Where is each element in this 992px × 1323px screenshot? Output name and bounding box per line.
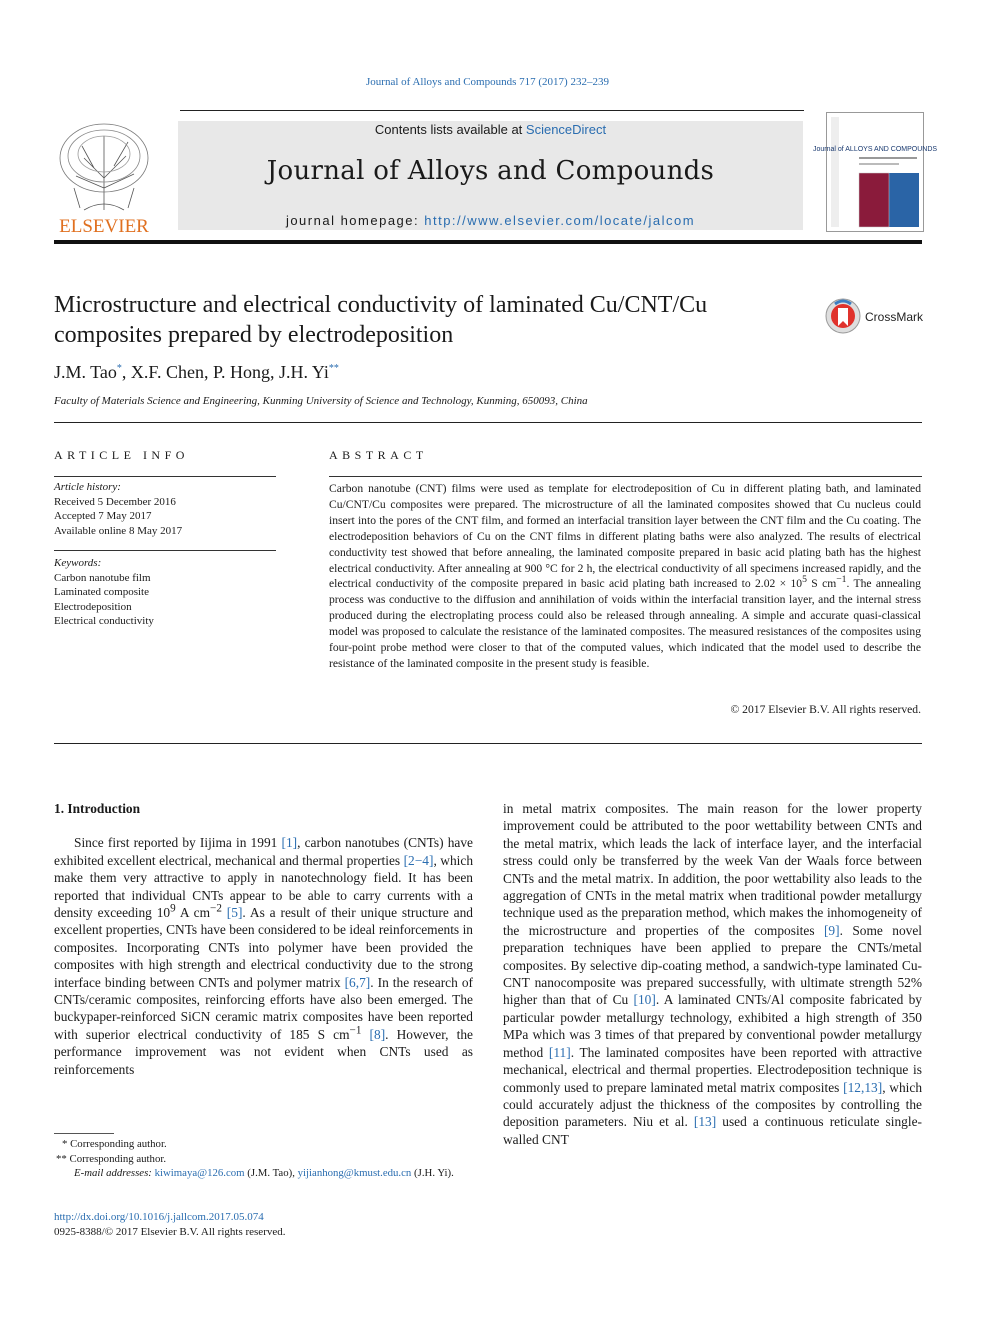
author-name[interactable]: J.M. Tao: [54, 362, 117, 382]
corresponding-mark[interactable]: *: [116, 363, 122, 374]
citation-link[interactable]: [12,13]: [843, 1079, 883, 1095]
title-rule: [54, 422, 922, 423]
doi-block: [54, 1210, 286, 1240]
history-label: Article history:: [54, 481, 121, 493]
author-name[interactable]: X.F. Chen: [130, 362, 204, 382]
keywords-rule: [54, 550, 276, 551]
keyword: Laminated composite: [54, 586, 149, 598]
issn-copyright: 0925-8388/© 2017 Elsevier B.V. All rights reserved.: [54, 1226, 286, 1238]
citation-link[interactable]: [8]: [369, 1026, 386, 1042]
crossmark-badge[interactable]: [825, 296, 925, 336]
svg-text:CrossMark: CrossMark: [865, 310, 924, 324]
keyword: Electrical conductivity: [54, 615, 154, 627]
article-info-rule: [54, 476, 276, 477]
contents-prefix: Contents lists available at: [374, 122, 526, 137]
abstract-rule: [329, 476, 922, 477]
citation-link[interactable]: [11]: [548, 1044, 571, 1060]
homepage-prefix: journal homepage:: [285, 213, 425, 228]
svg-text:ELSEVIER: ELSEVIER: [59, 216, 149, 237]
intro-paragraph-continued: in metal matrix composites. The main reason for the lower property improvement could be attributed to the poor wettability between CNTs and the metal matrix, which leads the lack of interface layer, and the interfacial stress could only be transferred by the week Van der Waals force between CNTs and the metal matrix. In addition, the poor wettability also leads to the aggregation of CNTs in the metal matrix when traditional powder metallurgy technique used as the preparation method, which makes the inhomogeneity of the microstructure and properties of the composites [9]. Some novel preparation techniques have been applied to prepare the CNTs/metal composites. By selective dip-coating method, a sandwich-type laminated Cu-CNT nanocomposite was prepared successfully, with ultimate strength 52% higher than that of Cu [10]. A laminated CNTs/Al composite fabricated by particular powder metallurgy technology, exhibited a high strength of 350 MPa which was 3 times of that prepared by conventional powder metallurgy method [11]. The laminated composites have been reported with attractive mechanical, electrical and thermal properties. Electrodeposition technique is commonly used to prepare laminated metal matrix composites [12,13], which could accurately adjust the thickness of the composites by controlling the deposition parameters. Niu et al. [13] used a continuous reticulate single-walled CNT: [503, 801, 923, 1147]
email-link[interactable]: yijianhong@kmust.edu.cn: [297, 1167, 412, 1180]
footnotes: [54, 1137, 473, 1181]
keywords-label: Keywords:: [54, 557, 102, 569]
elsevier-logo: [54, 118, 154, 236]
received-date: Received 5 December 2016: [54, 495, 176, 508]
article-info-heading: ARTICLE INFO: [54, 448, 189, 462]
citation-link[interactable]: [2−4]: [403, 852, 434, 868]
citation-link[interactable]: [13]: [693, 1114, 717, 1130]
crossmark-icon: [825, 296, 925, 336]
abstract-text: Carbon nanotube (CNT) films were used as template for electrodeposition of Cu in different plating bath, and laminated Cu/CNT/Cu composites were prepared. The microstructure of all the laminated composites showed that Cu nucleus could insert into the pores of the CNT film, and formed an interfacial transition layer between the CNT film and the Cu coating. The electrodeposition behaviors of Cu on the CNT films in different plating baths were also analyzed. The results of electrical conductivity test showed that before annealing, the laminated composite prepared in basic acid plating bath has the highest electrical conductivity. After annealing at 900 °C for 2 h, the electrical conductivity of all specimens increased rapidly, and the electrical conductivity of the composite prepared in basic acid plating bath increased to $2.02 \times 10^5$ S $cm^{-1}$. The annealing process was conductive to the diffusion and annihilation of voids within the interfacial transition layer, and the internal stress produced during the electroplating process could also be released through annealing. A simple and accurate quasi-classical model was proposed to calculate the resistance of the laminated composites. The measured resistances of the composites using four-point probe method were closer to that of the computed values, which indicated that the model used to describe the resistance of the laminated composite in the present study is feasible.: [329, 482, 921, 670]
article-title: Microstructure and electrical conductivity of laminated Cu/CNT/Cu composites prepared by electrodeposition: [54, 292, 708, 348]
doi-link[interactable]: http://dx.doi.org/10.1016/j.jallcom.2017.05.074: [54, 1211, 264, 1223]
citation-link[interactable]: [5]: [226, 905, 243, 921]
author-name[interactable]: P. Hong: [213, 362, 271, 382]
abstract-copyright: © 2017 Elsevier B.V. All rights reserved.: [730, 703, 921, 716]
top-rule: [180, 110, 804, 111]
footnote-rule: [54, 1133, 114, 1134]
author-name[interactable]: J.H. Yi: [279, 362, 329, 382]
author-list: J.M. Tao*, X.F. Chen, P. Hong, J.H. Yi**: [54, 362, 339, 382]
citation-link[interactable]: [9]: [823, 922, 840, 938]
citation-link[interactable]: [1]: [281, 835, 298, 851]
accepted-date: Accepted 7 May 2017: [54, 510, 152, 522]
journal-homepage-line: [178, 213, 803, 228]
journal-title: Journal of Alloys and Compounds: [266, 156, 715, 186]
footnote-emails: E-mail addresses: kiwimaya@126.com (J.M. Tao), yijianhong@kmust.edu.cn (J.H. Yi).: [74, 1167, 454, 1180]
body-column-left: [54, 800, 473, 1078]
abstract-end-rule: [54, 743, 922, 744]
keyword: Carbon nanotube film: [54, 571, 151, 584]
email-link[interactable]: kiwimaya@126.com: [154, 1167, 245, 1180]
footnote-corresponding-1: * Corresponding author.: [62, 1138, 167, 1150]
intro-paragraph: Since first reported by Iijima in 1991 [1], carbon nanotubes (CNTs) have exhibited excellent electrical, mechanical and thermal properties [2−4], which make them very attractive to apply in nanotechnology field. It has been reported that individual CNTs appear to be able to carry currents with a density exceeding $10^9$ A $cm^{-2}$ [5]. As a result of their unique structure and excellent properties, CNTs have been considered to be ideal reinforcements in composites. Incorporating CNTs into polymer have been provided the composites with high strength and electrical conductivity due to the strong interface binding between CNTs and polymer matrix [6,7]. In the research of CNTs/ceramic composites, reinforcing efforts have also been emerged. The buckypaper-reinforced SiCN ceramic matrix composites have been reported with superior electrical conductivity of 185 S $cm^{-1}$ [8]. However, the performance improvement was not evident when CNTs used as reinforcements: [54, 835, 474, 1077]
body-column-right: [503, 800, 922, 1148]
keywords-block: [54, 556, 154, 629]
journal-cover-thumbnail[interactable]: [812, 112, 938, 232]
article-history: [54, 480, 182, 538]
journal-reference-link[interactable]: Journal of Alloys and Compounds 717 (2017) 232–239: [366, 76, 609, 88]
introduction-heading: 1. Introduction: [54, 801, 141, 816]
homepage-link[interactable]: http://www.elsevier.com/locate/jalcom: [424, 213, 696, 228]
sciencedirect-link[interactable]: ScienceDirect: [525, 122, 607, 137]
contents-available-line: [178, 122, 803, 137]
citation-link[interactable]: [6,7]: [344, 974, 371, 990]
keyword: Electrodeposition: [54, 600, 132, 613]
affiliation: Faculty of Materials Science and Engineering, Kunming University of Science and Technology, Kunming, 650093, China: [54, 395, 588, 407]
citation-link[interactable]: [10]: [633, 992, 656, 1008]
svg-text:Journal of ALLOYS AND COMPOUND: Journal of ALLOYS AND COMPOUNDS: [812, 146, 938, 153]
corresponding-mark[interactable]: **: [328, 363, 339, 374]
header-thick-rule: [54, 240, 922, 244]
abstract-heading: ABSTRACT: [329, 448, 428, 462]
online-date: Available online 8 May 2017: [54, 524, 183, 537]
footnote-corresponding-2: ** Corresponding author.: [56, 1152, 167, 1165]
